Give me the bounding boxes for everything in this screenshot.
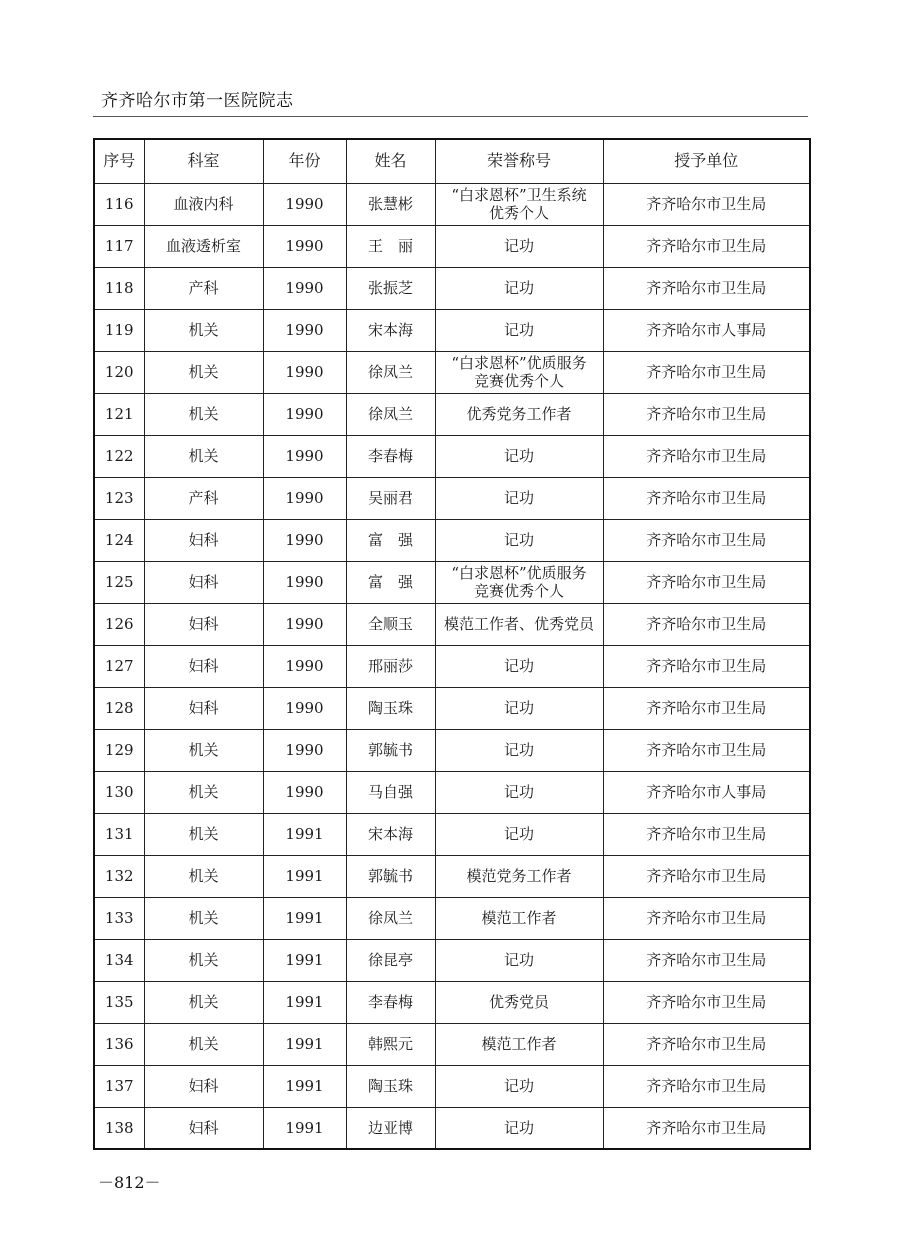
- cell-number: 123: [94, 477, 144, 519]
- table-row: [94, 267, 810, 309]
- cell-year: 1990: [263, 183, 346, 225]
- cell-name: 李春梅: [346, 435, 435, 477]
- cell-year: 1990: [263, 645, 346, 687]
- cell-grantor: 齐齐哈尔市卫生局: [603, 897, 810, 939]
- table-row: [94, 729, 810, 771]
- table-row: [94, 1107, 810, 1149]
- cell-honor: 记功: [435, 813, 603, 855]
- cell-department: 机关: [144, 771, 263, 813]
- cell-grantor: 齐齐哈尔市卫生局: [603, 813, 810, 855]
- cell-honor: “白求恩杯”优质服务 竞赛优秀个人: [435, 351, 603, 393]
- cell-honor: 记功: [435, 771, 603, 813]
- cell-year: 1990: [263, 225, 346, 267]
- table-row: [94, 225, 810, 267]
- cell-year: 1991: [263, 1107, 346, 1149]
- cell-grantor: 齐齐哈尔市人事局: [603, 771, 810, 813]
- cell-grantor: 齐齐哈尔市卫生局: [603, 225, 810, 267]
- cell-grantor: 齐齐哈尔市卫生局: [603, 981, 810, 1023]
- cell-number: 135: [94, 981, 144, 1023]
- cell-department: 机关: [144, 897, 263, 939]
- cell-department: 机关: [144, 729, 263, 771]
- cell-year: 1990: [263, 351, 346, 393]
- cell-grantor: 齐齐哈尔市卫生局: [603, 393, 810, 435]
- cell-number: 124: [94, 519, 144, 561]
- cell-number: 117: [94, 225, 144, 267]
- cell-honor: 优秀党务工作者: [435, 393, 603, 435]
- cell-name: 马自强: [346, 771, 435, 813]
- column-header-year: 年份: [263, 139, 346, 183]
- cell-grantor: 齐齐哈尔市卫生局: [603, 561, 810, 603]
- cell-number: 136: [94, 1023, 144, 1065]
- cell-name: 邢丽莎: [346, 645, 435, 687]
- cell-honor: 模范党务工作者: [435, 855, 603, 897]
- table-row: [94, 435, 810, 477]
- cell-number: 120: [94, 351, 144, 393]
- cell-grantor: 齐齐哈尔市卫生局: [603, 519, 810, 561]
- cell-name: 徐凤兰: [346, 897, 435, 939]
- table-row: [94, 855, 810, 897]
- cell-grantor: 齐齐哈尔市卫生局: [603, 645, 810, 687]
- cell-honor: 记功: [435, 477, 603, 519]
- cell-honor: 记功: [435, 687, 603, 729]
- cell-year: 1991: [263, 813, 346, 855]
- cell-name: 宋本海: [346, 813, 435, 855]
- cell-honor: 记功: [435, 1065, 603, 1107]
- cell-year: 1990: [263, 435, 346, 477]
- cell-department: 机关: [144, 981, 263, 1023]
- cell-year: 1990: [263, 729, 346, 771]
- cell-grantor: 齐齐哈尔市卫生局: [603, 267, 810, 309]
- table-row: [94, 477, 810, 519]
- table-row: [94, 1023, 810, 1065]
- cell-name: 徐凤兰: [346, 393, 435, 435]
- running-head-title: 齐齐哈尔市第一医院院志: [101, 91, 294, 111]
- table-header-row: [94, 139, 810, 183]
- table-row: [94, 897, 810, 939]
- cell-department: 机关: [144, 1023, 263, 1065]
- column-header-department: 科室: [144, 139, 263, 183]
- cell-grantor: 齐齐哈尔市卫生局: [603, 603, 810, 645]
- cell-department: 妇科: [144, 603, 263, 645]
- table-row: [94, 645, 810, 687]
- cell-grantor: 齐齐哈尔市卫生局: [603, 687, 810, 729]
- table-row: [94, 981, 810, 1023]
- honors-table: [93, 138, 811, 1150]
- cell-honor: 记功: [435, 519, 603, 561]
- cell-department: 机关: [144, 435, 263, 477]
- cell-department: 机关: [144, 351, 263, 393]
- cell-department: 妇科: [144, 1065, 263, 1107]
- cell-grantor: 齐齐哈尔市卫生局: [603, 351, 810, 393]
- column-header-number: 序号: [94, 139, 144, 183]
- cell-grantor: 齐齐哈尔市卫生局: [603, 1107, 810, 1149]
- cell-name: 全顺玉: [346, 603, 435, 645]
- cell-honor: 记功: [435, 1107, 603, 1149]
- cell-year: 1991: [263, 1023, 346, 1065]
- cell-grantor: 齐齐哈尔市卫生局: [603, 183, 810, 225]
- cell-name: 吴丽君: [346, 477, 435, 519]
- cell-year: 1990: [263, 687, 346, 729]
- cell-name: 徐凤兰: [346, 351, 435, 393]
- cell-honor: 记功: [435, 645, 603, 687]
- cell-number: 132: [94, 855, 144, 897]
- cell-name: 富 强: [346, 519, 435, 561]
- cell-honor: 记功: [435, 309, 603, 351]
- column-header-name: 姓名: [346, 139, 435, 183]
- cell-number: 121: [94, 393, 144, 435]
- cell-year: 1991: [263, 897, 346, 939]
- cell-name: 边亚博: [346, 1107, 435, 1149]
- cell-honor: 模范工作者: [435, 897, 603, 939]
- cell-year: 1991: [263, 939, 346, 981]
- cell-year: 1990: [263, 519, 346, 561]
- table-row: [94, 771, 810, 813]
- cell-name: 李春梅: [346, 981, 435, 1023]
- cell-name: 富 强: [346, 561, 435, 603]
- cell-department: 妇科: [144, 1107, 263, 1149]
- column-header-honor: 荣誉称号: [435, 139, 603, 183]
- cell-department: 妇科: [144, 645, 263, 687]
- cell-number: 116: [94, 183, 144, 225]
- cell-grantor: 齐齐哈尔市卫生局: [603, 939, 810, 981]
- column-header-grantor: 授予单位: [603, 139, 810, 183]
- table-row: [94, 603, 810, 645]
- cell-grantor: 齐齐哈尔市卫生局: [603, 435, 810, 477]
- cell-grantor: 齐齐哈尔市卫生局: [603, 1065, 810, 1107]
- cell-number: 119: [94, 309, 144, 351]
- cell-honor: 模范工作者、优秀党员: [435, 603, 603, 645]
- cell-number: 122: [94, 435, 144, 477]
- cell-grantor: 齐齐哈尔市人事局: [603, 309, 810, 351]
- cell-name: 王 丽: [346, 225, 435, 267]
- cell-name: 郭毓书: [346, 729, 435, 771]
- cell-number: 129: [94, 729, 144, 771]
- cell-number: 118: [94, 267, 144, 309]
- table-row: [94, 687, 810, 729]
- cell-year: 1991: [263, 855, 346, 897]
- cell-department: 血液内科: [144, 183, 263, 225]
- table-row: [94, 393, 810, 435]
- cell-year: 1990: [263, 477, 346, 519]
- cell-name: 郭毓书: [346, 855, 435, 897]
- cell-honor: 记功: [435, 729, 603, 771]
- cell-name: 陶玉珠: [346, 1065, 435, 1107]
- cell-number: 128: [94, 687, 144, 729]
- cell-name: 韩熙元: [346, 1023, 435, 1065]
- cell-grantor: 齐齐哈尔市卫生局: [603, 1023, 810, 1065]
- table-row: [94, 1065, 810, 1107]
- cell-number: 126: [94, 603, 144, 645]
- table-row: [94, 183, 810, 225]
- cell-number: 133: [94, 897, 144, 939]
- cell-department: 机关: [144, 309, 263, 351]
- cell-honor: 记功: [435, 939, 603, 981]
- cell-department: 机关: [144, 813, 263, 855]
- cell-department: 机关: [144, 939, 263, 981]
- cell-year: 1990: [263, 561, 346, 603]
- cell-name: 宋本海: [346, 309, 435, 351]
- cell-name: 张慧彬: [346, 183, 435, 225]
- table-body: [94, 183, 810, 1149]
- cell-number: 138: [94, 1107, 144, 1149]
- cell-number: 125: [94, 561, 144, 603]
- cell-grantor: 齐齐哈尔市卫生局: [603, 855, 810, 897]
- cell-honor: 模范工作者: [435, 1023, 603, 1065]
- cell-name: 徐昆亭: [346, 939, 435, 981]
- cell-department: 妇科: [144, 687, 263, 729]
- cell-honor: “白求恩杯”优质服务 竞赛优秀个人: [435, 561, 603, 603]
- table-row: [94, 813, 810, 855]
- cell-number: 130: [94, 771, 144, 813]
- cell-number: 137: [94, 1065, 144, 1107]
- cell-department: 机关: [144, 855, 263, 897]
- cell-number: 134: [94, 939, 144, 981]
- table-row: [94, 309, 810, 351]
- table-row: [94, 939, 810, 981]
- table-row: [94, 351, 810, 393]
- cell-year: 1991: [263, 981, 346, 1023]
- cell-honor: 优秀党员: [435, 981, 603, 1023]
- cell-year: 1990: [263, 603, 346, 645]
- cell-department: 机关: [144, 393, 263, 435]
- cell-grantor: 齐齐哈尔市卫生局: [603, 729, 810, 771]
- cell-department: 产科: [144, 267, 263, 309]
- cell-honor: 记功: [435, 225, 603, 267]
- table-row: [94, 519, 810, 561]
- cell-honor: 记功: [435, 435, 603, 477]
- cell-year: 1991: [263, 1065, 346, 1107]
- cell-year: 1990: [263, 309, 346, 351]
- cell-year: 1990: [263, 771, 346, 813]
- cell-name: 张振芝: [346, 267, 435, 309]
- table-row: [94, 561, 810, 603]
- cell-year: 1990: [263, 393, 346, 435]
- cell-year: 1990: [263, 267, 346, 309]
- cell-grantor: 齐齐哈尔市卫生局: [603, 477, 810, 519]
- page-number: －812－: [98, 1173, 161, 1192]
- cell-number: 127: [94, 645, 144, 687]
- cell-department: 产科: [144, 477, 263, 519]
- cell-department: 妇科: [144, 519, 263, 561]
- cell-department: 血液透析室: [144, 225, 263, 267]
- cell-department: 妇科: [144, 561, 263, 603]
- cell-honor: 记功: [435, 267, 603, 309]
- cell-honor: “白求恩杯”卫生系统 优秀个人: [435, 183, 603, 225]
- header-rule: [93, 116, 808, 117]
- cell-number: 131: [94, 813, 144, 855]
- cell-name: 陶玉珠: [346, 687, 435, 729]
